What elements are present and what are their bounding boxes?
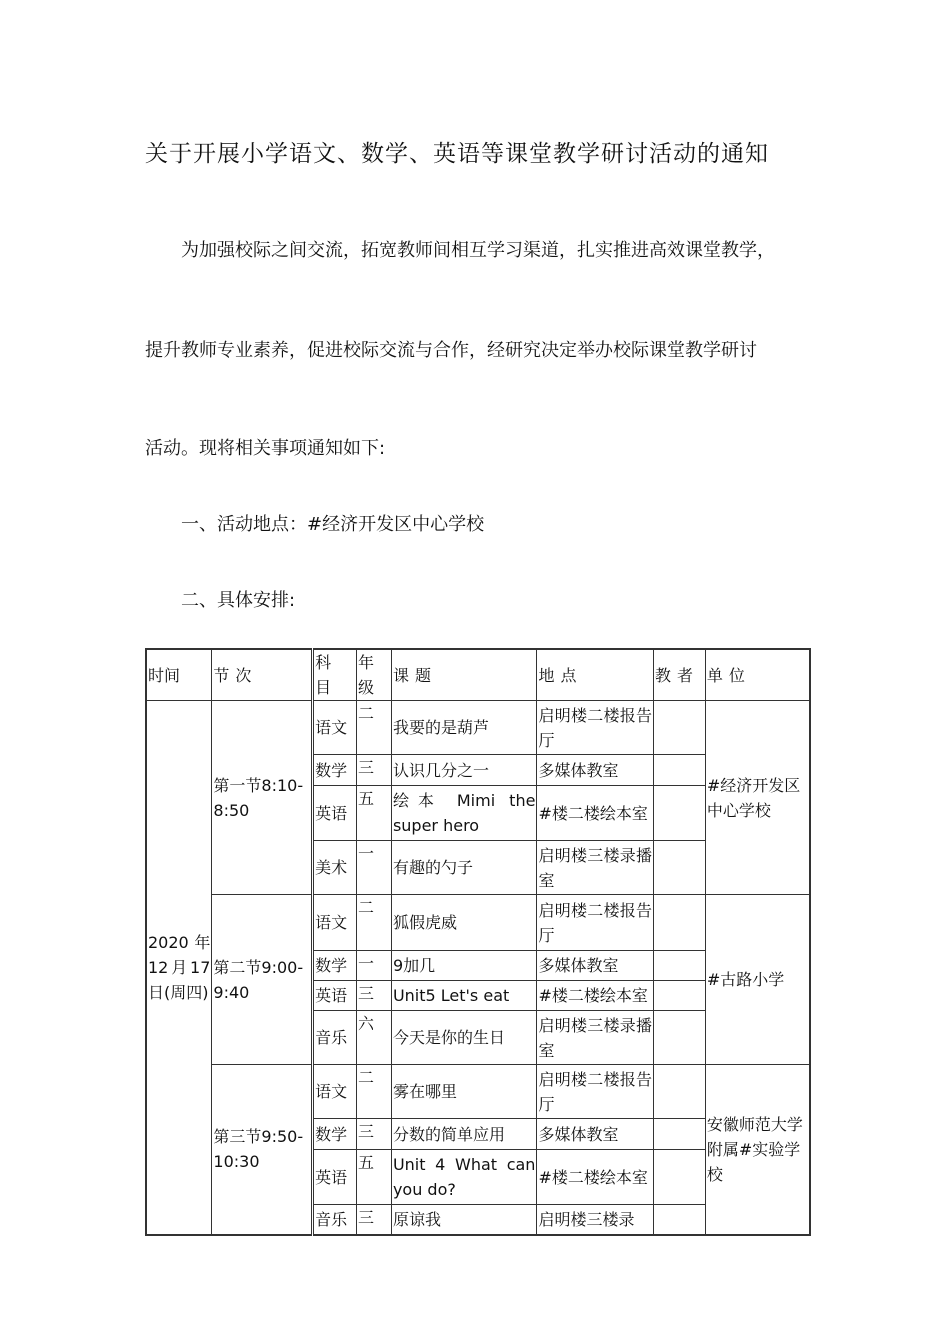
topic-cell: 雾在哪里 [391,1065,537,1119]
teacher-cell [653,951,705,981]
teacher-cell [653,786,705,841]
grade-cell: 一 [357,841,392,895]
topic-cell: 9加几 [391,951,537,981]
topic-cell: 我要的是葫芦 [391,701,537,755]
table-row [146,1065,810,1119]
subject-cell: 语文 [313,895,357,951]
schedule-table [145,648,811,1236]
subject-cell: 英语 [313,786,357,841]
subject-cell: 数学 [313,755,357,786]
topic-cell: Unit 4 What can you do? [391,1150,537,1205]
topic-cell: 分数的简单应用 [391,1119,537,1150]
teacher-cell [653,1065,705,1119]
subject-cell: 语文 [313,1065,357,1119]
place-cell: 多媒体教室 [537,755,654,786]
header-teacher: 教者 [653,649,705,701]
header-unit: 单位 [705,649,810,701]
place-cell: #楼二楼绘本室 [537,1150,654,1205]
teacher-cell [653,981,705,1011]
subject-cell: 数学 [313,1119,357,1150]
document-title: 关于开展小学语文、数学、英语等课堂教学研讨活动的通知 [145,141,769,167]
teacher-cell [653,1205,705,1235]
grade-cell: 五 [357,786,392,841]
topic-cell: 绘本 Mimi the super hero [391,786,537,841]
subject-cell: 数学 [313,951,357,981]
place-cell: 启明楼二楼报告厅 [537,1065,654,1119]
place-cell: 启明楼三楼录 [537,1205,654,1235]
topic-cell: 狐假虎威 [391,895,537,951]
subject-cell: 语文 [313,701,357,755]
header-period: 节次 [212,649,313,701]
teacher-cell [653,755,705,786]
grade-cell: 三 [357,1119,392,1150]
grade-cell: 五 [357,1150,392,1205]
table-row [146,701,810,755]
topic-cell: Unit5 Let's eat [391,981,537,1011]
table-header-row [146,649,810,701]
header-subject: 科目 [313,649,357,701]
subject-cell: 英语 [313,1150,357,1205]
header-topic: 课题 [391,649,537,701]
subject-cell: 美术 [313,841,357,895]
teacher-cell [653,701,705,755]
subject-cell: 音乐 [313,1011,357,1065]
period-cell: 第三节9:50-10:30 [212,1065,313,1235]
table-row [146,895,810,951]
teacher-cell [653,895,705,951]
place-cell: 启明楼二楼报告厅 [537,895,654,951]
place-cell: 多媒体教室 [537,1119,654,1150]
topic-cell: 原谅我 [391,1205,537,1235]
topic-cell: 有趣的勺子 [391,841,537,895]
teacher-cell [653,1150,705,1205]
place-cell: #楼二楼绘本室 [537,981,654,1011]
place-cell: 启明楼三楼录播室 [537,1011,654,1065]
section-location: 一、活动地点：#经济开发区中心学校 [181,514,485,535]
period-cell: 第二节9:00-9:40 [212,895,313,1065]
teacher-cell [653,1119,705,1150]
grade-cell: 一 [357,951,392,981]
grade-cell: 二 [357,1065,392,1119]
topic-cell: 今天是你的生日 [391,1011,537,1065]
place-cell: #楼二楼绘本室 [537,786,654,841]
grade-cell: 三 [357,755,392,786]
unit-cell: #古路小学 [705,895,810,1065]
paragraph-3: 活动。现将相关事项通知如下: [145,438,386,459]
subject-cell: 英语 [313,981,357,1011]
paragraph-2: 提升教师专业素养，促进校际交流与合作，经研究决定举办校际课堂教学研讨 [145,340,757,361]
grade-cell: 二 [357,895,392,951]
unit-cell: 安徽师范大学附属#实验学校 [705,1065,810,1235]
unit-cell: #经济开发区中心学校 [705,701,810,895]
section-schedule: 二、具体安排: [181,590,296,611]
paragraph-1: 为加强校际之间交流，拓宽教师间相互学习渠道，扎实推进高效课堂教学， [181,240,775,261]
grade-cell: 三 [357,1205,392,1235]
topic-cell: 认识几分之一 [391,755,537,786]
place-cell: 多媒体教室 [537,951,654,981]
place-cell: 启明楼三楼录播室 [537,841,654,895]
header-grade: 年级 [357,649,392,701]
teacher-cell [653,1011,705,1065]
period-cell: 第一节8:10-8:50 [212,701,313,895]
grade-cell: 六 [357,1011,392,1065]
grade-cell: 二 [357,701,392,755]
teacher-cell [653,841,705,895]
header-time: 时间 [146,649,212,701]
grade-cell: 三 [357,981,392,1011]
header-place: 地点 [537,649,654,701]
subject-cell: 音乐 [313,1205,357,1235]
place-cell: 启明楼二楼报告厅 [537,701,654,755]
date-cell: 2020年12月17日(周四) [146,701,212,1235]
